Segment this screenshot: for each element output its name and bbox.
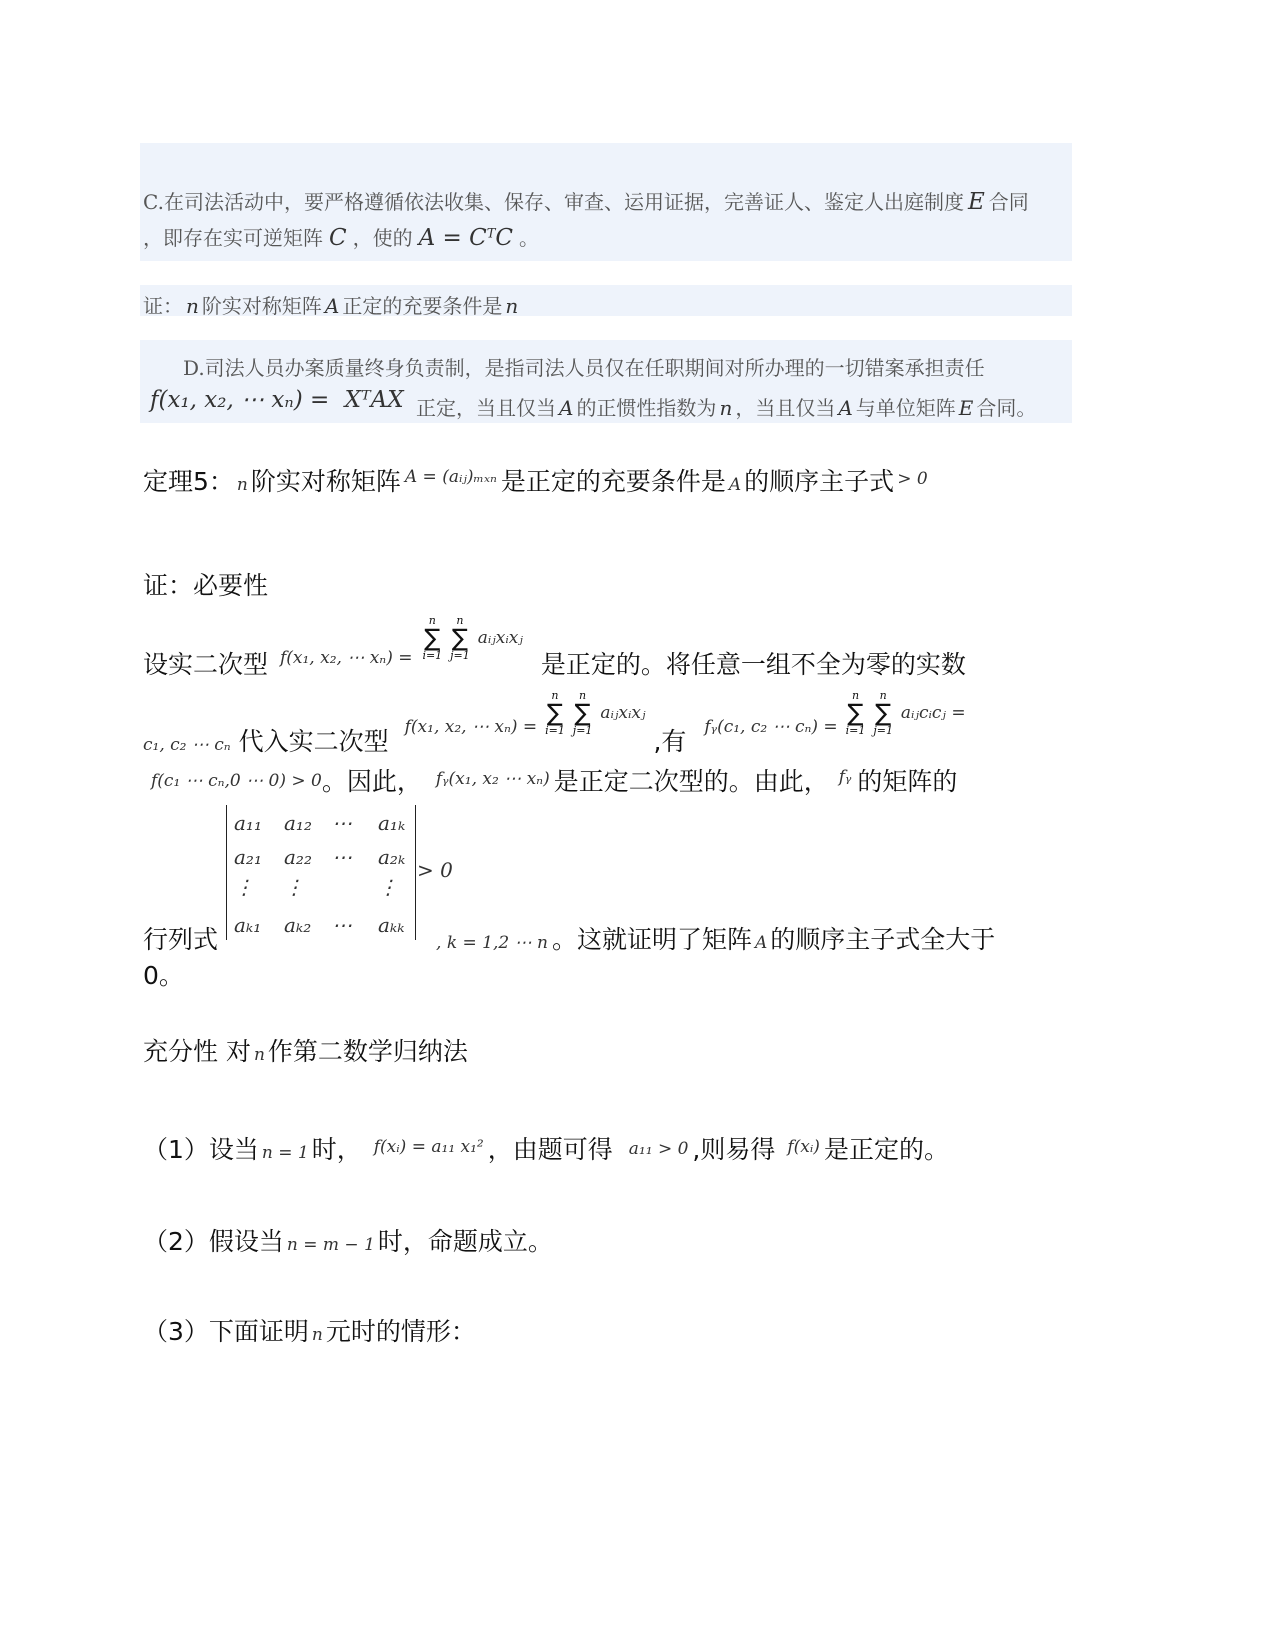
det-cell: a₂₁ bbox=[234, 845, 262, 869]
sufficiency-title bbox=[143, 1032, 468, 1068]
sum-i2-top: n bbox=[551, 689, 559, 702]
option-c-line-2 bbox=[143, 222, 539, 251]
math-f-sum-1: f(x₁, x₂, ⋯ xₙ) = bbox=[279, 648, 413, 668]
sigma-symbol: ∑ bbox=[875, 699, 892, 727]
math-E: E bbox=[967, 189, 985, 215]
det-gt-zero: > 0 bbox=[417, 858, 453, 882]
necessity-p3 bbox=[143, 762, 957, 798]
necessity-p4 bbox=[143, 920, 995, 956]
math-c-list: c₁, c₂ ⋯ cₙ bbox=[143, 735, 231, 755]
sum-j3-top: n bbox=[879, 689, 887, 702]
sum-i-top: n bbox=[428, 614, 436, 627]
det-cell: aₖₖ bbox=[378, 913, 405, 937]
math-n: n bbox=[186, 294, 199, 318]
math-xtax: XᵀAX bbox=[344, 387, 404, 413]
necessity-p2 bbox=[143, 689, 966, 756]
math-n2: n bbox=[505, 294, 519, 318]
step-2 bbox=[143, 1222, 553, 1258]
det-cell: ⋮ bbox=[234, 875, 254, 899]
det-cell: a₁ₖ bbox=[378, 811, 406, 835]
sigma-symbol: ∑ bbox=[847, 699, 864, 727]
step2-a: （2）假设当 bbox=[143, 1227, 284, 1256]
det-cell: ⋮ bbox=[378, 875, 398, 899]
sum-j bbox=[450, 615, 470, 661]
option-c-text: C.在司法活动中，要严格遵循依法收集、保存、审查、运用证据，完善证人、鉴定人出庭制度 bbox=[143, 190, 964, 214]
det-cell: a₁₁ bbox=[234, 811, 262, 835]
necessity-p4-c: 的顺序主子式全大于 bbox=[770, 925, 996, 954]
det-cell: a₁₂ bbox=[284, 811, 312, 835]
theorem-t2: 是正定的充要条件是 bbox=[500, 467, 726, 496]
sum-i3-bottom: i=1 bbox=[845, 724, 866, 737]
math-C: C bbox=[329, 225, 347, 251]
math-fy-2: fᵧ(x₁, x₂ ⋯ xₙ) bbox=[435, 769, 550, 789]
sum-i-bottom: i=1 bbox=[422, 649, 443, 662]
math-n-eq-1: n = 1 bbox=[261, 1143, 309, 1163]
necessity-p1-b: 是正定的。将任意一组不全为零的实数 bbox=[540, 650, 966, 679]
step-1 bbox=[143, 1130, 949, 1166]
math-sup-T: T bbox=[486, 226, 496, 242]
math-A-1: A bbox=[558, 396, 574, 420]
det-cell: ⋯ bbox=[332, 811, 352, 835]
det-cell: a₂ₖ bbox=[378, 845, 406, 869]
math-n-3: n bbox=[719, 396, 733, 420]
step1-b: 时， bbox=[311, 1135, 362, 1164]
option-d-t3: ，当且仅当 bbox=[735, 396, 836, 420]
step1-d: ,则易得 bbox=[692, 1135, 776, 1164]
math-fy-3: fᵧ bbox=[838, 767, 852, 787]
necessity-p1 bbox=[143, 614, 966, 679]
option-d-line-1 bbox=[183, 352, 985, 381]
det-cell: a₂₂ bbox=[284, 845, 312, 869]
step3-b: 元时的情形： bbox=[325, 1317, 476, 1346]
proof-hint-rest: 正定的充要条件是 bbox=[342, 294, 503, 318]
option-d-text: D.司法人员办案质量终身负责制，是指司法人员仅在任职期间对所办理的一切错案承担责任 bbox=[183, 356, 985, 380]
det-cell: ⋯ bbox=[332, 913, 352, 937]
math-n-step3: n bbox=[311, 1325, 323, 1345]
math-f-expr: f(x₁, x₂, ⋯ xₙ) = bbox=[150, 387, 337, 413]
sufficiency-title-a: 充分性 对 bbox=[143, 1037, 251, 1066]
sum-i2-bottom: i=1 bbox=[545, 724, 565, 737]
det-cell: ⋯ bbox=[332, 845, 352, 869]
necessity-title: 证：必要性 bbox=[143, 571, 269, 600]
math-E-2: E bbox=[958, 396, 974, 420]
math-fy: fᵧ(c₁, c₂ ⋯ cₙ) = bbox=[704, 717, 838, 737]
math-f-gt-zero: f(c₁ ⋯ cₙ,0 ⋯ 0) > 0 bbox=[151, 771, 322, 791]
theorem-label: 定理5： bbox=[143, 467, 234, 496]
necessity-p3-c: 的矩阵的 bbox=[857, 767, 958, 796]
math-sum-term-2: aᵢⱼxᵢxⱼ bbox=[600, 703, 646, 723]
proof-hint-line bbox=[143, 290, 518, 319]
math-a11-gt-0: a₁₁ > 0 bbox=[628, 1139, 689, 1159]
sum-i-2 bbox=[545, 690, 565, 736]
option-c-tail: 合同 bbox=[988, 190, 1029, 214]
theorem-t1: 阶实对称矩阵 bbox=[250, 467, 401, 496]
step1-c: ，由题可得 bbox=[487, 1135, 613, 1164]
necessity-p4-b: 。这就证明了矩阵 bbox=[551, 925, 752, 954]
theorem-t3: 的顺序主子式 bbox=[744, 467, 895, 496]
option-d-line-2 bbox=[150, 384, 1037, 420]
option-d-t4: 与单位矩阵 bbox=[855, 396, 956, 420]
math-C2: C bbox=[495, 225, 513, 251]
math-n-eq-m-1: n = m − 1 bbox=[286, 1235, 375, 1255]
math-sum-term-3: aᵢⱼcᵢcⱼ = bbox=[900, 703, 966, 723]
sigma-symbol: ∑ bbox=[546, 699, 564, 727]
step3-a: （3）下面证明 bbox=[143, 1317, 309, 1346]
sum-j2-bottom: j=1 bbox=[572, 724, 593, 737]
necessity-p3-a: 。因此， bbox=[321, 767, 422, 796]
math-sum-term-1: aᵢⱼxᵢxⱼ bbox=[477, 628, 523, 648]
sum-j-2 bbox=[573, 690, 593, 736]
det-cell: ⋮ bbox=[284, 875, 304, 899]
necessity-p4-a: 行列式 bbox=[143, 925, 219, 954]
math-matrix-A: A = (aᵢⱼ)ₘₓₙ bbox=[404, 467, 497, 487]
math-f-sum-2: f(x₁, x₂, ⋯ xₙ) = bbox=[404, 717, 538, 737]
sum-j-3 bbox=[873, 690, 893, 736]
step1-e: 是正定的。 bbox=[823, 1135, 949, 1164]
math-gt-zero: > 0 bbox=[897, 469, 928, 489]
math-f-xi-2: f(xᵢ) bbox=[787, 1137, 820, 1157]
math-A-necessity: A bbox=[754, 933, 768, 953]
sum-j-bottom: j=1 bbox=[450, 649, 470, 662]
option-d-t5: 合同。 bbox=[976, 396, 1037, 420]
necessity-p2-b: ,有 bbox=[653, 727, 687, 756]
sufficiency-title-b: 作第二数学归纳法 bbox=[267, 1037, 468, 1066]
math-A-2: A bbox=[838, 396, 853, 420]
det-cell: aₖ₁ bbox=[234, 913, 262, 937]
option-c-text-2: ，即存在实可逆矩阵 bbox=[143, 226, 323, 250]
sum-j-top: n bbox=[456, 614, 464, 627]
option-c-end: 。 bbox=[519, 226, 539, 250]
step2-b: 时，命题成立。 bbox=[377, 1227, 553, 1256]
necessity-p5: 0。 bbox=[143, 961, 184, 990]
necessity-p2-a: 代入实二次型 bbox=[238, 727, 389, 756]
sum-j3-bottom: j=1 bbox=[873, 724, 893, 737]
math-k-range: , k = 1,2 ⋯ n bbox=[436, 933, 548, 953]
det-cell: aₖ₂ bbox=[284, 913, 312, 937]
necessity-p1-a: 设实二次型 bbox=[143, 650, 269, 679]
option-c-text-3: ，使的 bbox=[352, 226, 413, 250]
sum-i-3 bbox=[846, 690, 866, 736]
step1-a: （1）设当 bbox=[143, 1135, 259, 1164]
sum-i3-top: n bbox=[851, 689, 860, 702]
sum-j2-top: n bbox=[579, 689, 587, 702]
math-n-theorem: n bbox=[236, 475, 248, 495]
theorem-line bbox=[143, 462, 928, 498]
sigma-symbol: ∑ bbox=[451, 624, 469, 652]
step-3 bbox=[143, 1312, 476, 1348]
sigma-symbol: ∑ bbox=[424, 624, 441, 652]
option-d-t2: 的正惯性指数为 bbox=[576, 396, 717, 420]
math-A-theorem: A bbox=[728, 475, 742, 495]
option-d-t1: 正定，当且仅当 bbox=[415, 396, 556, 420]
math-A: A bbox=[324, 294, 340, 318]
math-n-sufficiency: n bbox=[253, 1045, 265, 1065]
proof-hint-mid: 阶实对称矩阵 bbox=[201, 294, 322, 318]
option-c-line-1 bbox=[143, 186, 1029, 215]
math-f-xi: f(xᵢ) = a₁₁ x₁² bbox=[373, 1137, 484, 1157]
necessity-p3-b: 是正定二次型的。由此， bbox=[553, 767, 829, 796]
sigma-symbol: ∑ bbox=[574, 699, 591, 727]
proof-hint-prefix: 证： bbox=[143, 294, 183, 318]
sum-i bbox=[422, 615, 442, 661]
math-equation: A = C bbox=[418, 225, 487, 251]
